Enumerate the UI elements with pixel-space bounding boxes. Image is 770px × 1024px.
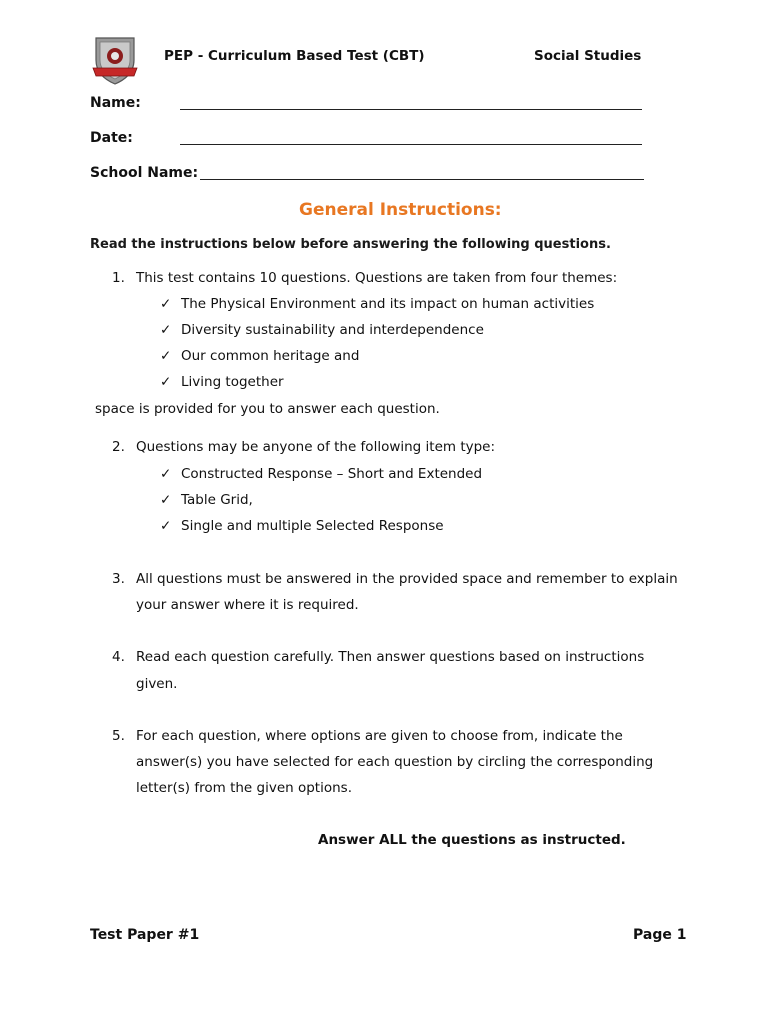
check-icon: ✓ [160, 322, 172, 338]
date-label: Date: [90, 130, 133, 146]
instructions-heading: General Instructions: [299, 200, 502, 220]
item-number: 4. [112, 649, 125, 665]
item-text: Questions may be anyone of the following item type: [136, 439, 496, 455]
item-text: All questions must be answered in the provided space and remember to explain [136, 571, 678, 587]
instructions-intro: Read the instructions below before answering the following questions. [90, 237, 611, 252]
check-icon: ✓ [160, 518, 172, 534]
name-label: Name: [90, 95, 141, 111]
check-icon: ✓ [160, 466, 172, 482]
item-number: 5. [112, 728, 125, 744]
item-text: This test contains 10 questions. Questions are taken from four themes: [136, 270, 618, 286]
item-text: given. [136, 676, 178, 692]
school-crest-icon [90, 34, 140, 86]
subject-label: Social Studies [534, 48, 642, 64]
item-number: 2. [112, 439, 125, 455]
closing-note: Answer ALL the questions as instructed. [318, 832, 626, 848]
item-text: your answer where it is required. [136, 597, 359, 613]
bullet-text: Living together [181, 374, 284, 390]
name-line[interactable] [180, 109, 642, 110]
school-name-line[interactable] [200, 179, 644, 180]
school-name-label: School Name: [90, 165, 199, 181]
item-text: Read each question carefully. Then answer questions based on instructions [136, 649, 645, 665]
check-icon: ✓ [160, 492, 172, 508]
item-text: letter(s) from the given options. [136, 780, 352, 796]
bullet-text: Our common heritage and [181, 348, 360, 364]
item-number: 3. [112, 571, 125, 587]
bullet-text: Table Grid, [181, 492, 253, 508]
check-icon: ✓ [160, 348, 172, 364]
item-after-text: space is provided for you to answer each question. [95, 401, 440, 417]
item-number: 1. [112, 270, 125, 286]
date-line[interactable] [180, 144, 642, 145]
item-text: For each question, where options are given to choose from, indicate the [136, 728, 623, 744]
bullet-text: Single and multiple Selected Response [181, 518, 444, 534]
bullet-text: Diversity sustainability and interdependence [181, 322, 484, 338]
footer-test-paper: Test Paper #1 [90, 927, 200, 943]
item-text: answer(s) you have selected for each question by circling the corresponding [136, 754, 654, 770]
bullet-text: Constructed Response – Short and Extended [181, 466, 483, 482]
test-title: PEP - Curriculum Based Test (CBT) [164, 48, 425, 64]
bullet-text: The Physical Environment and its impact on human activities [181, 296, 595, 312]
footer-page-number: Page 1 [633, 927, 687, 943]
check-icon: ✓ [160, 374, 172, 390]
check-icon: ✓ [160, 296, 172, 312]
